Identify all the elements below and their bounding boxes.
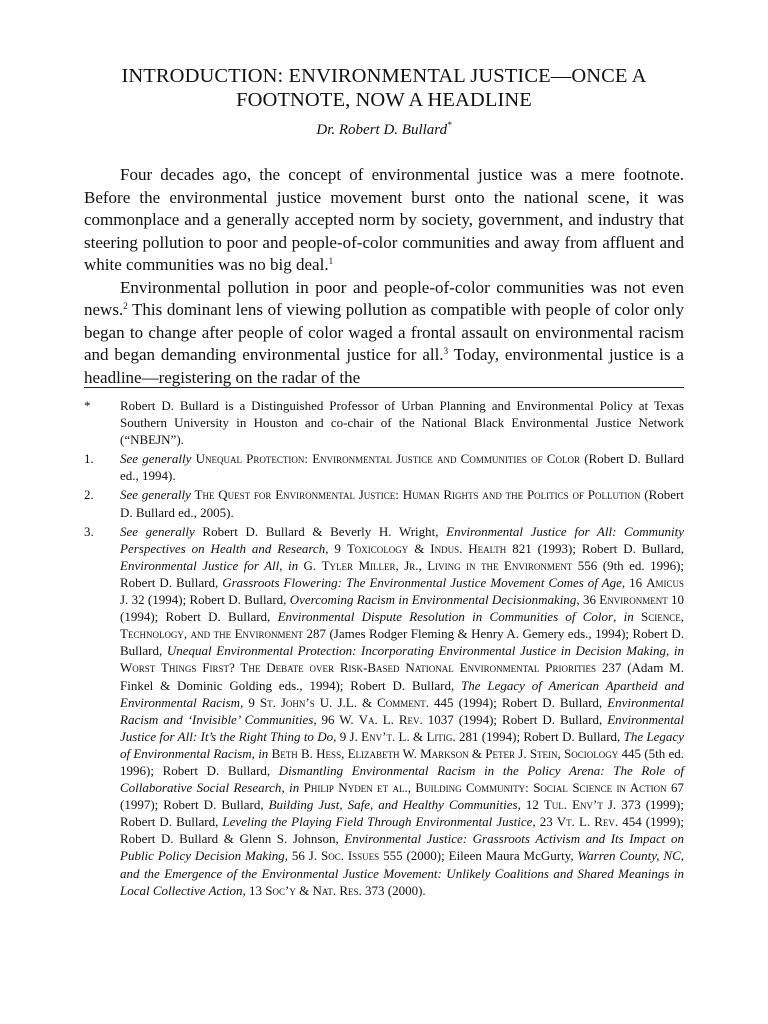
citation-text: , 9 J. <box>333 728 362 744</box>
citation-text: , <box>279 557 288 573</box>
citation-text: J. 32 (1994); Robert D. Bullard, <box>120 592 290 608</box>
article-title-ref: The Legacy of Environmental Racism <box>120 728 684 761</box>
footnote-text <box>120 486 684 520</box>
citation-text: 10 (1994); Robert D. Bullard, <box>120 592 685 625</box>
signal-text: See generally <box>120 451 192 467</box>
journal-name: Environment <box>599 592 668 608</box>
footnote-mark: * <box>84 398 91 413</box>
author-name: Dr. Robert D. Bullard <box>316 122 448 138</box>
source-title: Unequal Protection: Environmental Justice and Communities of Color <box>191 451 580 467</box>
journal-name: St. John’s U. J.L. & Comment. <box>259 694 430 710</box>
footnote-ref-1[interactable]: 1 <box>328 256 334 266</box>
signal-text: in <box>289 780 300 796</box>
article-title-ref: Environmental Justice for All <box>120 557 280 573</box>
article-title-ref: Environmental Justice for All: Community Perspectives on Health and Research <box>120 523 684 556</box>
footnotes <box>84 397 684 901</box>
citation-text: , <box>613 609 624 625</box>
article-title-ref: Leveling the Playing Field Through Environmental Justice <box>222 814 533 830</box>
footnote-ref-2[interactable]: 2 <box>123 301 128 311</box>
body-paragraph-1 <box>84 164 684 277</box>
paragraph-text: This dominant lens of viewing pollution as compatible with people of color only began to change after people of color waged a frontal assault on environmental racism and began demanding environmental justice for all. <box>84 300 684 364</box>
footnote-text <box>120 523 684 899</box>
citation-text: 556 (9th ed. 1996); Robert D. Bullard, <box>120 557 685 590</box>
citation-text: , 96 W. <box>313 711 359 727</box>
footnote-2 <box>84 486 684 520</box>
source-title: The Quest for Environmental Justice: Human Rights and the Politics of Pollution <box>190 487 641 503</box>
signal-text: in <box>673 643 684 659</box>
citation-text: 373 (2000). <box>361 882 426 898</box>
journal-name: Soc’y & Nat. Res. <box>265 882 362 898</box>
journal-name: Soc. Issues <box>320 848 380 864</box>
citation-text: , 13 <box>242 882 266 898</box>
footnote-ref-3[interactable]: 3 <box>443 346 449 356</box>
citation-text: , 23 <box>532 814 557 830</box>
journal-name: Vt. L. Rev. <box>556 814 619 830</box>
book-title: Philip Nyden et al., Building Community: Social Science in Action <box>303 780 667 796</box>
book-title: Tyler Miller, Jr., Living in the Environment <box>321 557 573 573</box>
article-title-ref: Unequal Environmental Protection: Incorporating Environmental Justice in Decision Making <box>166 643 666 659</box>
book-title: Beth B. Hess, Elizabeth W. Markson & Peter J. Stein, Sociology <box>271 745 619 761</box>
article-title-ref: Environmental Justice for All: It’s the Right Thing to Do <box>120 711 685 744</box>
article-title-ref: Dismantling Environmental Racism in the Policy Arena: The Role of Collaborative Social Research <box>120 762 684 796</box>
article-title-ref: Building Just, Safe, and Healthy Communities <box>268 797 518 813</box>
citation-text: 445 (5th ed. 1996); Robert D. Bullard, <box>120 745 685 778</box>
article-title: INTRODUCTION: ENVIRONMENTAL JUSTICE—ONCE A FOOTNOTE, NOW A HEADLINE <box>121 65 647 111</box>
citation-text: 1037 (1994); Robert D. Bullard, <box>422 711 608 727</box>
journal-name: Tul. Env’t <box>543 797 603 813</box>
footnote-mark: 3. <box>84 523 94 539</box>
article-title-ref: Environmental Justice: Grassroots Activism and Its Impact on Public Policy Decision Making <box>120 831 684 864</box>
citation-text: , 9 <box>325 540 347 556</box>
citation-detail: (Robert D. Bullard ed., 1994). <box>120 451 684 484</box>
citation-text: , <box>666 643 674 659</box>
journal-name: Amicus <box>646 574 685 590</box>
article-title-ref: Environmental Dispute Resolution in Communities of Color <box>277 609 614 625</box>
citation-text: J. 373 (1999); Robert D. Bullard, <box>120 797 684 830</box>
article-title-ref: Warren County, NC, and the Emergence of the Environmental Justice Movement: Unlikely Coalitions and Shared Meanings in Local Collective Action <box>120 848 684 898</box>
signal-text: in <box>623 609 634 625</box>
citation-text: G. <box>298 557 322 573</box>
footnote-text: Robert D. Bullard is a Distinguished Professor of Urban Planning and Environmental Policy at Texas Southern University in Houston and co-chair of the National Black Environmental Justice Network (“NBEJN”). <box>120 398 684 448</box>
author-byline <box>84 120 684 140</box>
author-footnote-mark[interactable]: * <box>447 120 452 130</box>
article-title-ref: Grassroots Flowering: The Environmental Justice Movement Comes of Age <box>222 574 622 590</box>
signal-text: See generally <box>120 487 191 503</box>
citation-text: , 16 <box>621 574 647 590</box>
footnote-mark: 2. <box>84 487 94 503</box>
paragraph-text: Environmental pollution in poor and people-of-color communities was not even news. <box>84 277 684 319</box>
footnote-author <box>84 397 684 448</box>
article-title-ref: The Legacy of American Apartheid and Environmental Racism <box>120 677 684 710</box>
citation-text: , <box>251 745 259 761</box>
citation-text: , 36 <box>576 592 600 608</box>
citation-text: 287 (James Rodger Fleming & Henry A. Gemery eds., 1994); Robert D. Bullard, <box>120 626 684 659</box>
citation-text <box>634 609 641 624</box>
citation-text: 67 (1997); Robert D. Bullard, <box>120 780 684 813</box>
citation-text: 281 (1994); Robert D. Bullard, <box>455 728 624 744</box>
footnote-3 <box>84 523 684 899</box>
footnote-divider <box>84 387 684 388</box>
citation-text: 555 (2000); Eileen Maura McGurty, <box>379 848 578 864</box>
citation-text: , 9 <box>240 694 260 710</box>
article-title-ref: Overcoming Racism in Environmental Decisionmaking <box>289 592 577 608</box>
citation-text: 445 (1994); Robert D. Bullard, <box>429 694 608 710</box>
article-title-ref: Environmental Racism and ‘Invisible’ Communities <box>120 694 684 727</box>
journal-name: Env’t. L. & Litig. <box>361 728 456 744</box>
body-paragraph-2 <box>84 277 684 390</box>
book-title: Worst Things First? The Debate over Risk-Based National Environmental Priorities <box>120 660 596 676</box>
citation-text: 237 (Adam M. Finkel & Dominic Golding eds., 1994); Robert D. Bullard, <box>120 660 684 693</box>
footnote-1 <box>84 450 684 484</box>
citation-text: , <box>281 780 290 796</box>
citation-text: 821 (1993); Robert D. Bullard, <box>506 540 685 556</box>
footnote-mark: 1. <box>84 451 94 467</box>
citation-text: , 56 J. <box>284 848 321 864</box>
signal-text: in <box>258 745 269 761</box>
footnote-text <box>120 450 684 484</box>
article-body <box>84 164 684 389</box>
signal-text: See generally <box>120 523 195 539</box>
journal-name: Toxicology & Indus. Health <box>346 540 507 556</box>
signal-text: in <box>287 557 299 573</box>
citation-text: , 12 <box>517 797 544 813</box>
book-title: Science, Technology, and the Environment <box>120 609 684 642</box>
citation-detail: (Robert D. Bullard ed., 2005). <box>120 487 684 520</box>
journal-name: Va. L. Rev. <box>358 711 423 727</box>
citation-text: 454 (1999); Robert D. Bullard & Glenn S. Johnson, <box>120 814 685 847</box>
paragraph-text: Today, environmental justice is a headline—registering on the radar of the <box>84 345 684 387</box>
citation-text: Robert D. Bullard & Beverly H. Wright, <box>194 523 447 539</box>
paragraph-text: Four decades ago, the concept of environmental justice was a mere footnote. Before the environmental justice movement burst onto the national scene, it was commonplace and a generally accepted norm by society, government, and industry that steering pollution to poor and people-of-color communities and away from affluent and white communities was no big deal. <box>84 165 684 274</box>
